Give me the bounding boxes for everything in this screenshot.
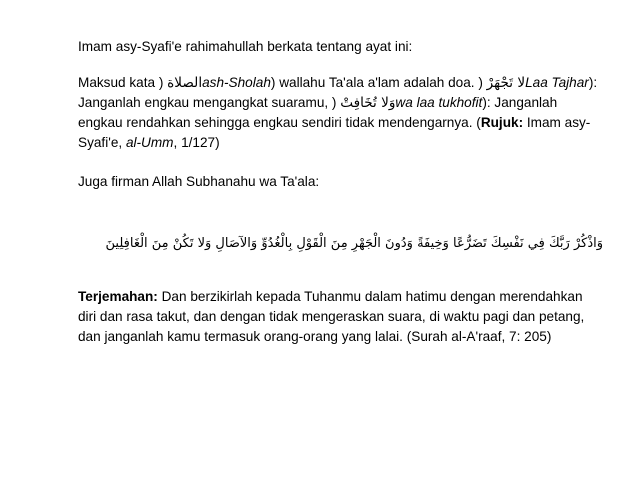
explanation-text: ) wallahu Ta'ala a'lam adalah doa. ): [270, 75, 487, 90]
transliteration-tukhofit: wa laa tukhofit: [395, 95, 483, 110]
verse-intro-line: Juga firman Allah Subhanahu wa Ta'ala:: [78, 174, 320, 189]
intro-line: Imam asy-Syafi'e rahimahullah berkata tentang ayat ini:: [78, 39, 413, 54]
explanation-text: ): Janganlah engkau mengangkat suaramu, ): [78, 75, 598, 110]
transliteration-sholah: ash-Sholah: [202, 75, 271, 90]
arabic-term-laa-tajhar: لا تَجْهَرْ: [486, 75, 526, 91]
rujuk-label: Rujuk:: [480, 115, 524, 130]
explanation-text: Maksud kata ): [78, 75, 168, 90]
transliteration-laa-tajhar: Laa Tajhar: [525, 75, 589, 90]
translation-text: Dan berzikirlah kepada Tuhanmu dalam hatimu dengan merendahkan diri dan rasa takut, dan dengan tidak mengeraskan suara, di waktu pagi dan petang, dan janganlah kamu termasuk orang-orang yang lalai. (Surah al-A'raaf, 7: 205): [78, 289, 585, 344]
explanation-text: ): Janganlah engkau rendahkan sehingga engkau sendiri tidak mendengarnya. (: [78, 95, 558, 130]
arabic-term-sholah: الصلاة: [167, 75, 203, 91]
translation-label: Terjemahan:: [78, 289, 158, 304]
reference-author: Imam asy-Syafi'e,: [78, 115, 591, 150]
reference-page: , 1/127): [173, 135, 220, 150]
explanation-paragraph: [78, 73, 598, 153]
arabic-verse: وَاذْكُرْ رَبَّكَ فِي نَفْسِكَ تَضَرُّعًا وَخِيفَةً وَدُونَ الْجَهْرِ مِنَ الْقَوْلِ بِالْغُدُوِّ وَالآصَالِ وَلا تَكُنْ مِنَ الْغَافِلِينَ: [105, 236, 603, 251]
reference-book: al-Umm: [125, 135, 174, 150]
translation-paragraph: [78, 287, 598, 347]
arabic-term-tukhofit: وَلا تُخَافِتْ: [340, 95, 396, 111]
